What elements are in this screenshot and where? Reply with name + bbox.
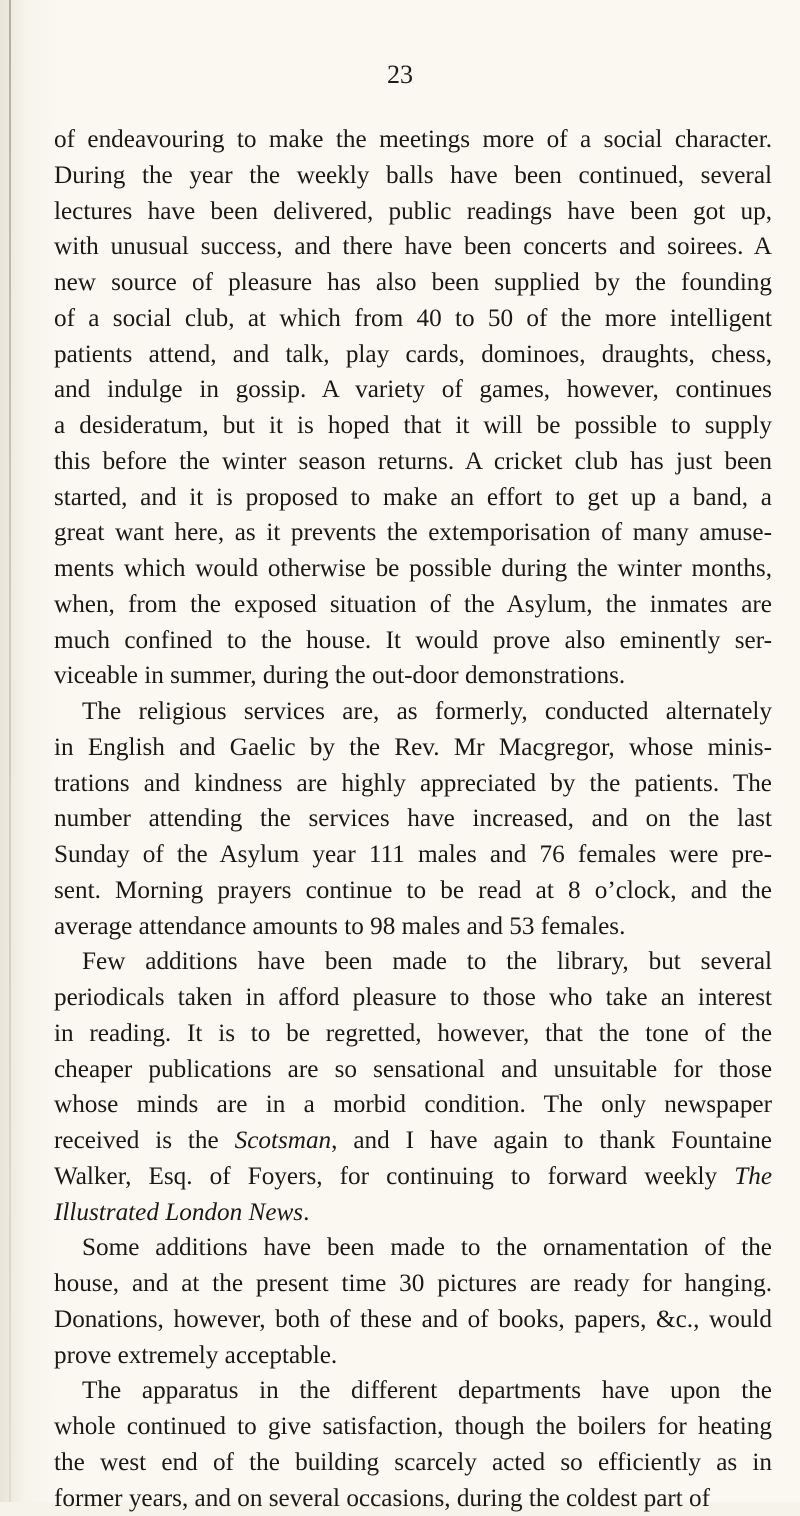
text-line: great want here, as it prevents the extemporisation of many amuse- bbox=[54, 515, 772, 551]
text-line: patients attend, and talk, play cards, dominoes, draughts, chess, bbox=[54, 337, 772, 373]
body-text bbox=[54, 122, 772, 1516]
text-line: average attendance amounts to 98 males and 53 females. bbox=[54, 909, 772, 945]
text-line: The apparatus in the different departments have upon the bbox=[54, 1373, 772, 1409]
paragraph bbox=[54, 694, 772, 944]
text-line: in English and Gaelic by the Rev. Mr Macgregor, whose minis- bbox=[54, 730, 772, 766]
text-line: viceable in summer, during the out-door demonstrations. bbox=[54, 658, 772, 694]
text-line: a desideratum, but it is hoped that it will be possible to supply bbox=[54, 408, 772, 444]
text-line: number attending the services have increased, and on the last bbox=[54, 801, 772, 837]
text-line: of endeavouring to make the meetings more of a social character. bbox=[54, 122, 772, 158]
text-line: Walker, Esq. of Foyers, for continuing to forward weekly The bbox=[54, 1159, 772, 1195]
text-line: received is the Scotsman, and I have again to thank Fountaine bbox=[54, 1123, 772, 1159]
text-line: former years, and on several occasions, during the coldest part of bbox=[54, 1481, 772, 1516]
binding-edge bbox=[9, 0, 11, 1502]
paragraph bbox=[54, 1373, 772, 1516]
text-line: the west end of the building scarcely acted so efficiently as in bbox=[54, 1445, 772, 1481]
text-line: Some additions have been made to the ornamentation of the bbox=[54, 1230, 772, 1266]
text-line: much confined to the house. It would prove also eminently ser- bbox=[54, 623, 772, 659]
paragraph bbox=[54, 944, 772, 1230]
text-line: whole continued to give satisfaction, though the boilers for heating bbox=[54, 1409, 772, 1445]
text-line: this before the winter season returns. A cricket club has just been bbox=[54, 444, 772, 480]
text-line: trations and kindness are highly appreciated by the patients. The bbox=[54, 766, 772, 802]
text-line: prove extremely acceptable. bbox=[54, 1338, 772, 1374]
text-line: Sunday of the Asylum year 111 males and 76 females were pre- bbox=[54, 837, 772, 873]
text-line: new source of pleasure has also been supplied by the founding bbox=[54, 265, 772, 301]
paragraph bbox=[54, 1230, 772, 1373]
text-line: when, from the exposed situation of the Asylum, the inmates are bbox=[54, 587, 772, 623]
text-line: house, and at the present time 30 pictures are ready for hanging. bbox=[54, 1266, 772, 1302]
text-line: Illustrated London News. bbox=[54, 1195, 772, 1231]
text-line: started, and it is proposed to make an effort to get up a band, a bbox=[54, 480, 772, 516]
text-line: Donations, however, both of these and of books, papers, &c., would bbox=[54, 1302, 772, 1338]
text-line: whose minds are in a morbid condition. The only newspaper bbox=[54, 1087, 772, 1123]
text-line: of a social club, at which from 40 to 50 of the more intelligent bbox=[54, 301, 772, 337]
text-line: sent. Morning prayers continue to be read at 8 o’clock, and the bbox=[54, 873, 772, 909]
text-line: in reading. It is to be regretted, however, that the tone of the bbox=[54, 1016, 772, 1052]
page-number: 23 bbox=[0, 60, 800, 90]
text-line: and indulge in gossip. A variety of games, however, continues bbox=[54, 372, 772, 408]
text-line: Few additions have been made to the library, but several bbox=[54, 944, 772, 980]
text-line: periodicals taken in afford pleasure to those who take an interest bbox=[54, 980, 772, 1016]
text-line: ments which would otherwise be possible during the winter months, bbox=[54, 551, 772, 587]
text-line: lectures have been delivered, public readings have been got up, bbox=[54, 194, 772, 230]
text-line: During the year the weekly balls have been continued, several bbox=[54, 158, 772, 194]
text-line: cheaper publications are so sensational and unsuitable for those bbox=[54, 1052, 772, 1088]
paragraph bbox=[54, 122, 772, 694]
text-line: The religious services are, as formerly, conducted alternately bbox=[54, 694, 772, 730]
text-line: with unusual success, and there have been concerts and soirees. A bbox=[54, 229, 772, 265]
